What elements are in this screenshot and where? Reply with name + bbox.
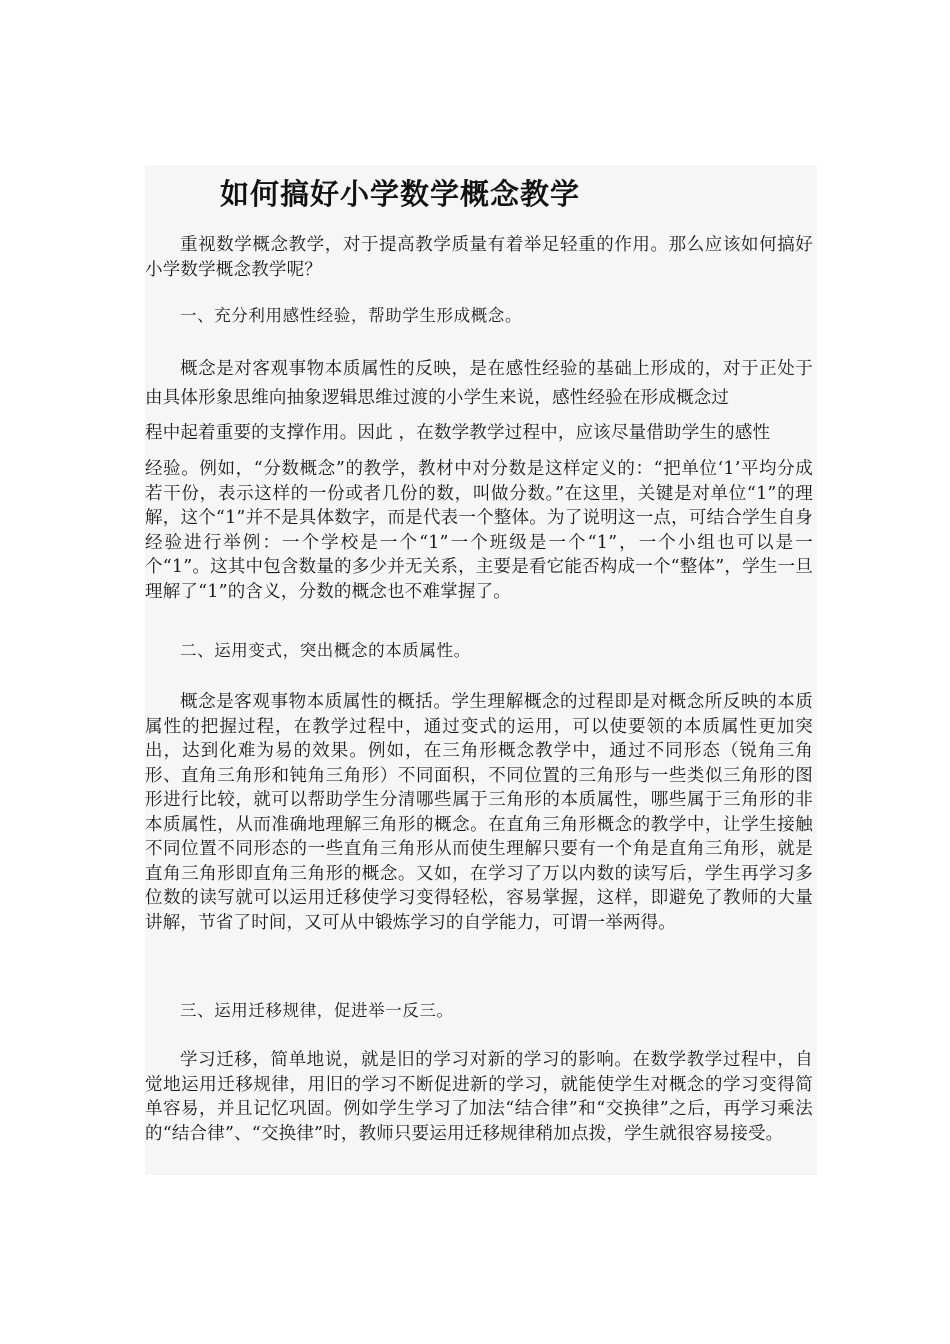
section-1-paragraph-b: 程中起着重要的支撑作用。因此 ，在数学教学过程中，应该尽量借助学生的感性: [145, 423, 771, 443]
section-3-heading: 三、运用迁移规律，促进举一反三。: [180, 1001, 454, 1020]
section-2-heading: 二、运用变式，突出概念的本质属性。: [180, 641, 471, 660]
document-title: 如何搞好小学数学概念教学: [220, 177, 581, 211]
section-2-paragraph: 概念是客观事物本质属性的概括。学生理解概念的过程即是对概念所反映的本质属性的把握过程，在教学过程中，通过变式的运用，可以使要领的本质属性更加突出，达到化难为易的效果。例如，在三角形概念教学中，通过不同形态（锐角三角形、直角三角形和钝角三角形）不同面积，不同位置的三角形与一些类似三角形的图形进行比较，就可以帮助学生分清哪些属于三角形的本质属性，哪些属于三角形的非本质属性，从而准确地理解三角形的概念。在直角三角形概念的教学中，让学生接触不同位置不同形态的一些直角三角形从而使生理解只要有一个角是直角三角形，就是直角三角形即直角三角形的概念。又如，在学习了万以内数的读写后，学生再学习多位数的读写就可以运用迁移使学习变得轻松，容易掌握，这样，即避免了教师的大量讲解，节省了时间，又可从中锻炼学习的自学能力，可谓一举两得。: [145, 692, 813, 933]
section-1-heading: 一、充分利用感性经验，帮助学生形成概念。: [180, 306, 522, 325]
section-1-paragraph-a: 概念是对客观事物本质属性的反映，是在感性经验的基础上形成的，对于正处于由具体形象思维向抽象逻辑思维过渡的小学生来说，感性经验在形成概念过: [145, 359, 813, 408]
intro-paragraph: 重视数学概念教学，对于提高教学质量有着举足轻重的作用。那么应该如何搞好小学数学概念教学呢？: [145, 235, 813, 280]
section-3-paragraph: 学习迁移，简单地说，就是旧的学习对新的学习的影响。在数学教学过程中，自觉地运用迁移规律，用旧的学习不断促进新的学习，就能使学生对概念的学习变得简单容易，并且记忆巩固。例如学生学习了加法“结合律”和“交换律”之后，再学习乘法的“结合律”、“交换律”时，教师只要运用迁移规律稍加点拨，学生就很容易接受。: [145, 1050, 813, 1144]
section-1-paragraph-c: 经验。例如，“分数概念”的教学，教材中对分数是这样定义的：“把单位‘1’平均分成若干份，表示这样的一份或者几份的数，叫做分数。”在这里，关键是对单位“1”的理解，这个“1”并不是具体数字，而是代表一个整体。为了说明这一点，可结合学生自身经验进行举例：一个学校是一个“1”一个班级是一个“1”，一个小组也可以是一个“1”。这其中包含数量的多少并无关系，主要是看它能否构成一个“整体”，学生一旦理解了“1”的含义，分数的概念也不难掌握了。: [145, 459, 813, 602]
